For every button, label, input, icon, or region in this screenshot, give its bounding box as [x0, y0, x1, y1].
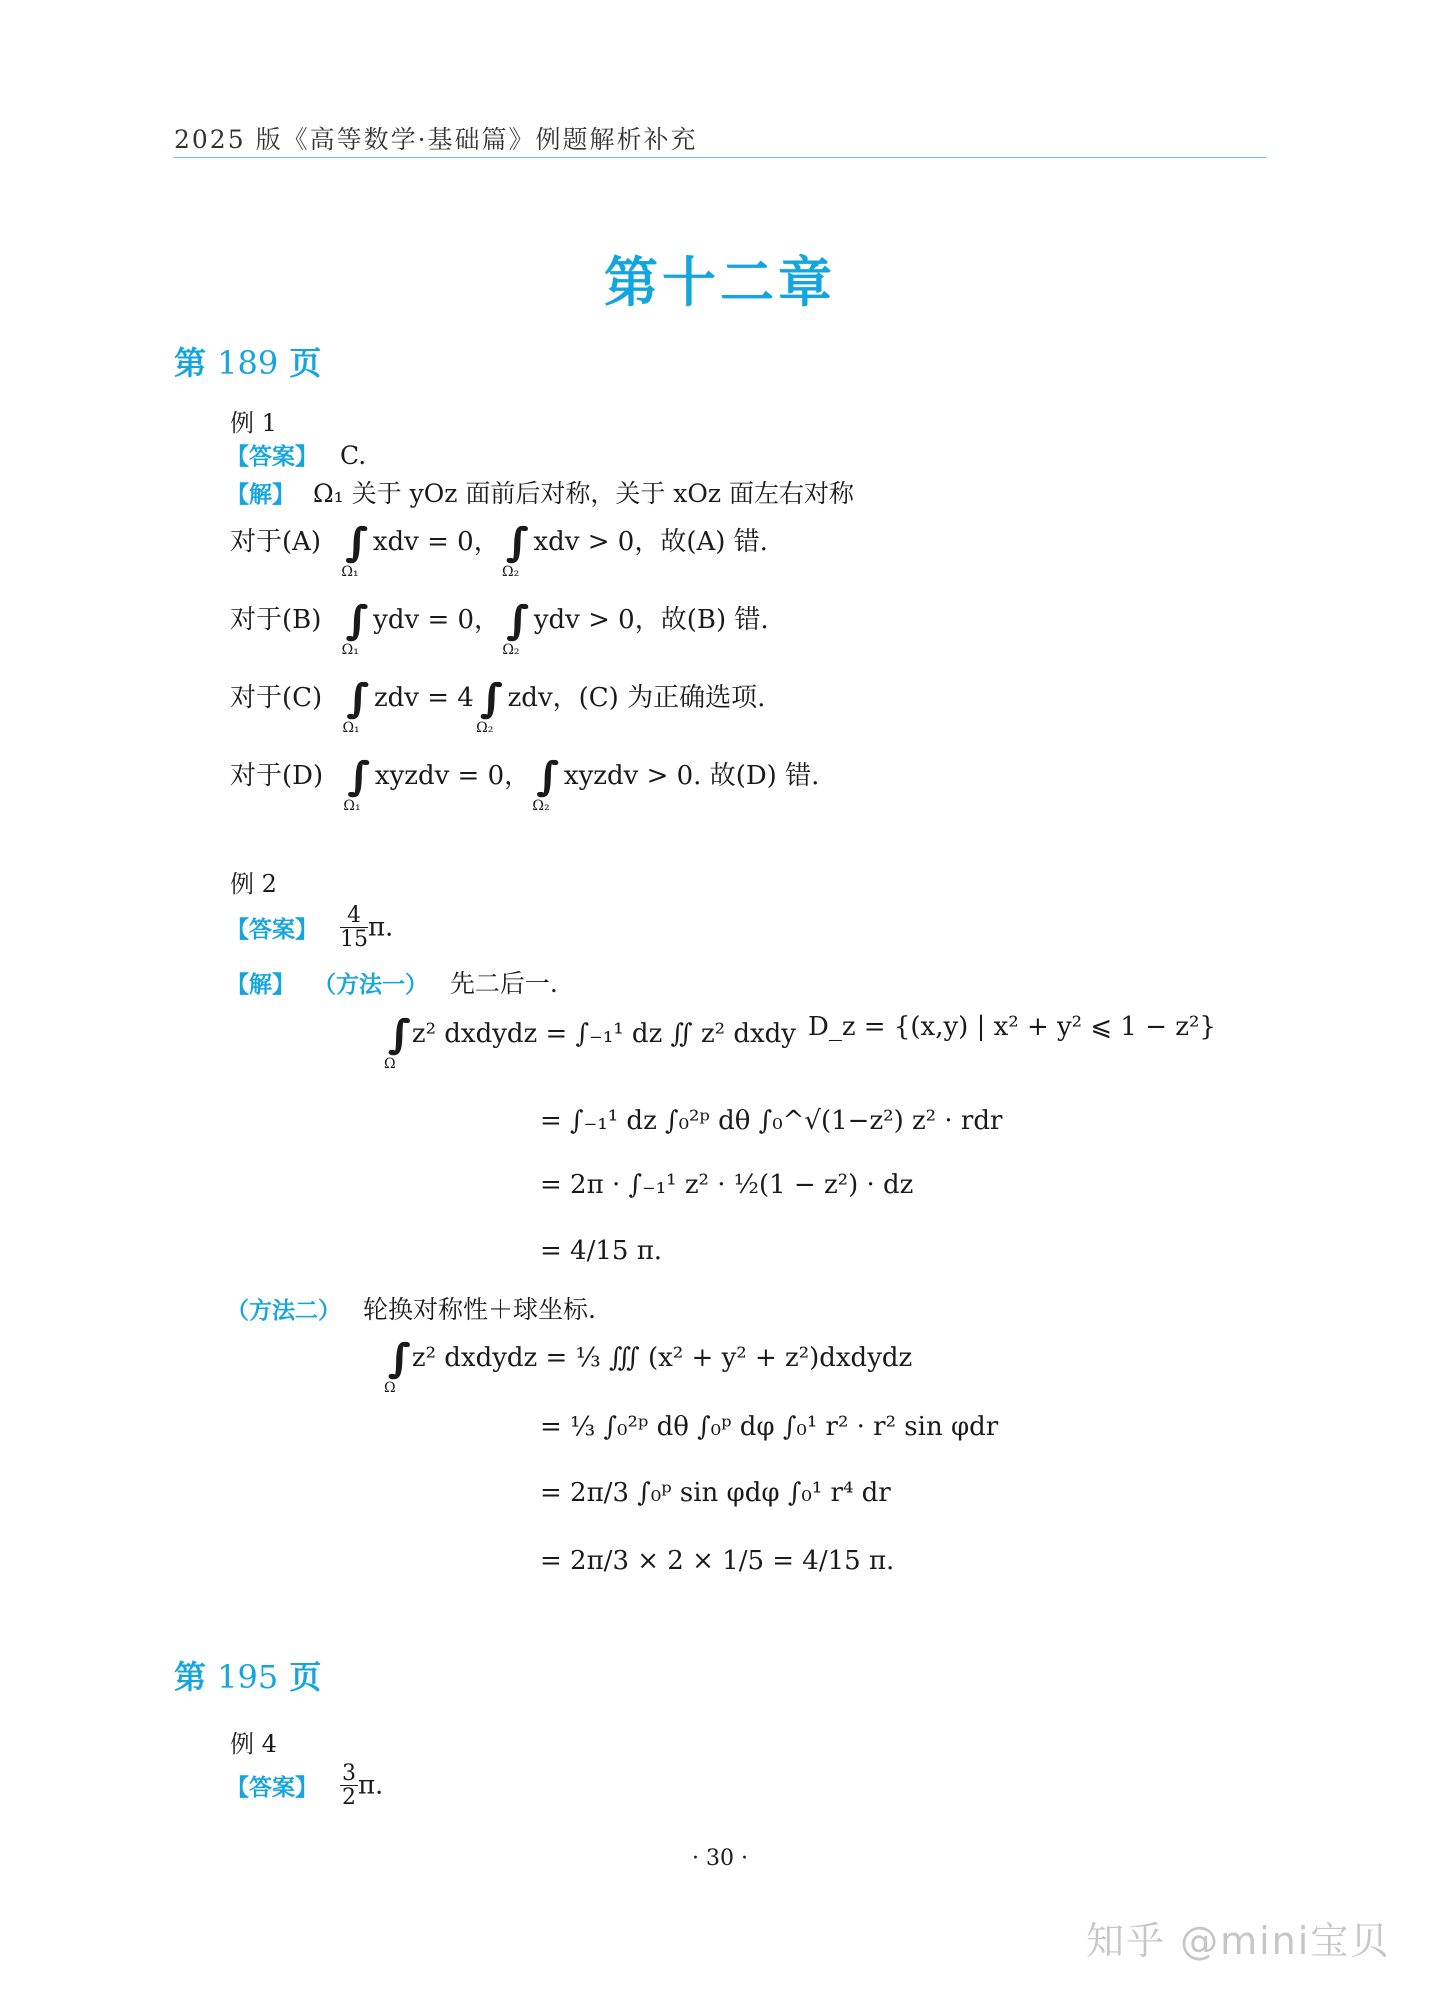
- section-prefix: 第: [174, 344, 207, 382]
- case-expression-2: zdv，(C) 为正确选项.: [507, 683, 766, 713]
- method-2-text: 轮换对称性＋球坐标.: [362, 1295, 596, 1324]
- case-d: [230, 754, 819, 814]
- case-expression-1: xdv = 0，: [372, 527, 500, 557]
- case-expression-1: zdv = 4: [373, 683, 474, 713]
- answer-fraction: [340, 1762, 358, 1809]
- watermark: 知乎 @mini宝贝: [1086, 1919, 1391, 1963]
- case-expression-2: xyzdv > 0. 故(D) 错.: [563, 761, 820, 791]
- region-subscript: Ω₁: [342, 720, 360, 736]
- case-b: [230, 598, 769, 658]
- answer-tag: 【答案】: [226, 1775, 318, 1802]
- example-1-answer: [226, 438, 366, 471]
- method-1-tag: （方法一）: [312, 972, 428, 998]
- page-number: · 30 ·: [692, 1846, 748, 1871]
- answer-tail: π.: [357, 1770, 384, 1801]
- fraction-numerator: 4: [340, 904, 368, 928]
- answer-fraction: [340, 904, 368, 951]
- solution-tag: 【解】: [226, 972, 295, 998]
- case-label: 对于(D): [230, 761, 324, 791]
- section-page-number: 195: [217, 1658, 279, 1696]
- example-2-method-2: [226, 1290, 596, 1326]
- method-1-line-2: = ∫₋₁¹ dz ∫₀²ᵖ dθ ∫₀^√(1−z²) z² · rdr: [540, 1106, 1003, 1136]
- case-label: 对于(A): [230, 527, 322, 557]
- case-expression-2: xdv > 0，故(A) 错.: [533, 527, 768, 557]
- section-heading-195: [174, 1652, 321, 1698]
- region-subscript: Ω₂: [501, 564, 520, 580]
- method-1-line-4: = 4/15 π.: [540, 1236, 663, 1266]
- section-suffix: 页: [289, 1658, 322, 1696]
- method-2-line-4: = 2π/3 × 2 × 1/5 = 4/15 π.: [540, 1546, 895, 1576]
- case-c: [230, 676, 765, 736]
- method-2-tag: （方法二）: [226, 1298, 341, 1324]
- section-suffix: 页: [289, 344, 322, 382]
- method-1-text: 先二后一.: [449, 969, 558, 998]
- solution-intro: Ω₁ 关于 yOz 面前后对称，关于 xOz 面左右对称: [312, 479, 854, 508]
- region-subscript: Ω: [384, 1056, 396, 1072]
- section-page-number: 189: [217, 344, 279, 382]
- answer-tag: 【答案】: [226, 444, 318, 470]
- equation: z² dxdydz = ∫₋₁¹ dz ∬ z² dxdy: [411, 1019, 796, 1049]
- method-2-line-3: = 2π/3 ∫₀ᵖ sin φdφ ∫₀¹ r⁴ dr: [540, 1478, 891, 1508]
- method-2-line-1: [384, 1336, 913, 1396]
- case-label: 对于(B): [230, 605, 322, 635]
- region-subscript: Ω₁: [343, 798, 361, 814]
- region-subscript: Ω₁: [341, 564, 359, 580]
- header-rule: [174, 157, 1266, 158]
- region-subscript: Ω₁: [341, 642, 359, 658]
- example-1-solution: [226, 474, 854, 510]
- case-expression-2: ydv > 0，故(B) 错.: [533, 605, 769, 635]
- example-2-title: 例 2: [230, 870, 277, 898]
- example-2-answer: [226, 904, 393, 951]
- region-subscript: Ω: [384, 1380, 396, 1396]
- answer-tail: π.: [367, 912, 394, 943]
- case-a: [230, 520, 768, 580]
- fraction-denominator: 2: [341, 1785, 356, 1811]
- answer-tag: 【答案】: [226, 917, 318, 944]
- section-heading-189: [174, 338, 321, 384]
- method-1-line-1: [384, 1012, 796, 1072]
- region-subscript: Ω₂: [476, 720, 494, 736]
- example-4-title: 例 4: [230, 1730, 277, 1758]
- region-subscript: Ω₂: [502, 642, 520, 658]
- example-4-answer: [226, 1762, 383, 1809]
- chapter-title: 第十二章: [604, 251, 836, 314]
- example-1-title: 例 1: [230, 409, 277, 437]
- method-2-line-2: = ⅓ ∫₀²ᵖ dθ ∫₀ᵖ dφ ∫₀¹ r² · r² sin φdr: [540, 1412, 999, 1442]
- case-expression-1: ydv = 0，: [373, 605, 501, 635]
- example-2-method-1: [226, 964, 558, 1000]
- region-subscript: Ω₂: [532, 798, 550, 814]
- fraction-denominator: 15: [339, 927, 368, 953]
- case-expression-1: xyzdv = 0，: [374, 761, 531, 791]
- fraction-numerator: 3: [341, 1761, 356, 1786]
- answer-value: C.: [339, 441, 367, 470]
- case-label: 对于(C): [230, 683, 323, 713]
- method-1-domain: D_z = {(x,y) | x² + y² ⩽ 1 − z²}: [808, 1012, 1216, 1042]
- method-1-line-3: = 2π · ∫₋₁¹ z² · ½(1 − z²) · dz: [540, 1170, 914, 1200]
- solution-tag: 【解】: [226, 482, 295, 508]
- section-prefix: 第: [174, 1658, 207, 1696]
- running-header: 2025 版《高等数学·基础篇》例题解析补充: [174, 125, 698, 154]
- equation: z² dxdydz = ⅓ ∭ (x² + y² + z²)dxdydz: [411, 1343, 913, 1373]
